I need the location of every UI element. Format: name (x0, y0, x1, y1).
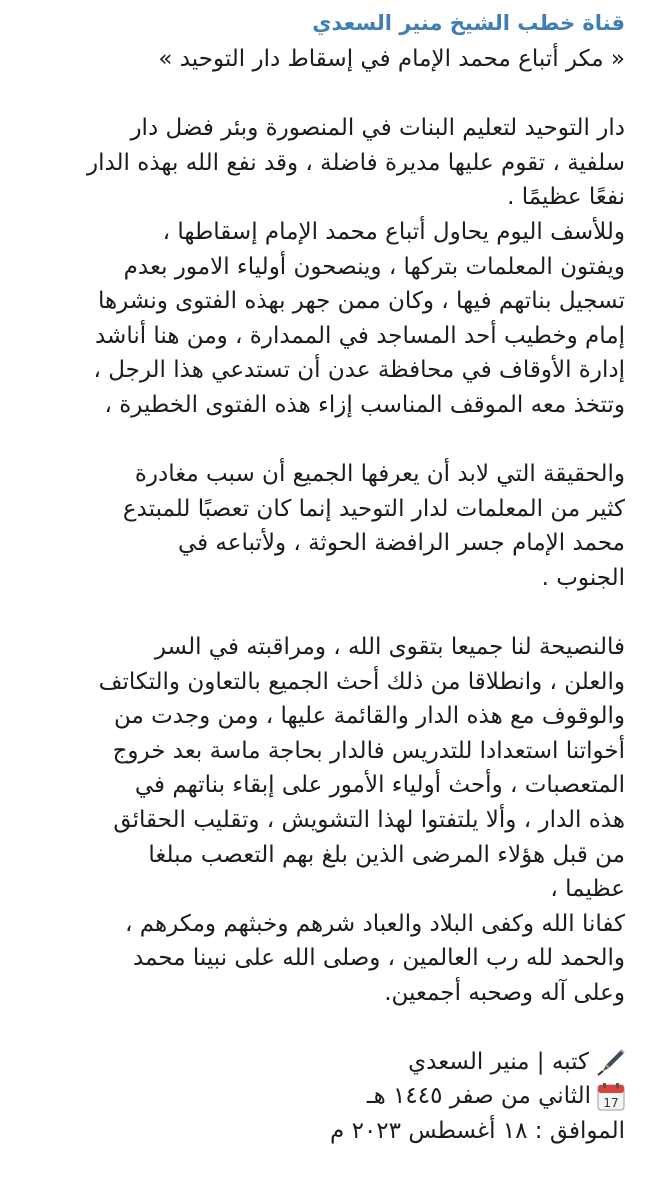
text-line: من قبل هؤلاء المرضى الذين بلغ بهم التعصب مبلغا (148, 841, 625, 868)
text-line: نفعًا عظيمًا . (507, 184, 625, 211)
signature-author: كتبه | منير السعدي (408, 1048, 589, 1075)
paragraph-gap (12, 596, 625, 631)
text-line: سلفية ، تقوم عليها مديرة فاضلة ، وقد نفع الله بهذه الدار (86, 149, 625, 176)
text-line: والحمد لله رب العالمين ، وصلى الله على نبينا محمد (133, 945, 625, 972)
paragraph-gap (12, 423, 625, 458)
text-line: هذه الدار ، وألا يلتفتوا لهذا التشويش ، وتقليب الحقائق (113, 807, 625, 834)
text-line: والحقيقة التي لابد أن يعرفها الجميع أن سبب مغادرة (134, 461, 625, 488)
paragraph-2 (12, 215, 625, 423)
signature-hijri-line (12, 1079, 625, 1114)
text-line: المتعصبات ، وأحث أولياء الأمور على إبقاء بناتهم في (134, 772, 625, 799)
text-line: وللأسف اليوم يحاول أتباع محمد الإمام إسقاطها ، (162, 218, 625, 245)
text-line: عظيما ، (550, 876, 625, 903)
signature-block (12, 1045, 625, 1149)
signature-gregorian-date: الموافق : ١٨ أغسطس ٢٠٢٣ م (330, 1117, 625, 1144)
text-line: والوقوف مع هذه الدار والقائمة عليها ، ومن وجدت من (114, 703, 625, 730)
calendar-icon (597, 1083, 625, 1111)
text-line: الجنوب . (541, 564, 625, 591)
paragraph-gap (12, 77, 625, 112)
text-line: تسجيل بناتهم فيها ، وكان ممن جهر بهذه الفتوى ونشرها (98, 288, 625, 315)
fountain-pen-icon (595, 1047, 625, 1077)
post-title: « مكر أتباع محمد الإمام في إسقاط دار التوحيد » (158, 46, 625, 72)
text-line: فالنصيحة لنا جميعا بتقوى الله ، ومراقبته في السر (154, 634, 625, 661)
paragraph-3 (12, 457, 625, 595)
paragraph-4 (12, 630, 625, 907)
text-line: والعلن ، وانطلاقا من ذلك أحث الجميع بالتعاون والتكاتف (98, 668, 625, 695)
text-line: أخواتنا استعدادا للتدريس فالدار بحاجة ماسة بعد خروج (112, 737, 625, 764)
text-line: وتتخذ معه الموقف المناسب إزاء هذه الفتوى الخطيرة ، (104, 391, 625, 418)
calendar-day-number: 17 (603, 1095, 619, 1110)
paragraph-1 (12, 111, 625, 215)
text-line: كثير من المعلمات لدار التوحيد إنما كان تعصبًا للمبتدع (122, 495, 625, 522)
text-line: إمام وخطيب أحد المساجد في الممدارة ، ومن هنا أناشد (94, 322, 625, 349)
text-line: وعلى آله وصحبه أجمعين. (384, 980, 625, 1007)
signature-author-line (12, 1045, 625, 1080)
text-line: كفانا الله وكفى البلاد والعباد شرهم وخبثهم ومكرهم ، (125, 910, 625, 937)
paragraph-5 (12, 907, 625, 1011)
signature-gregorian-line (12, 1114, 625, 1149)
text-line: ويفتون المعلمات بتركها ، وينصحون أولياء الامور بعدم (123, 253, 625, 280)
signature-hijri-date: الثاني من صفر ١٤٤٥ هـ (366, 1083, 591, 1110)
text-line: محمد الإمام جسر الرافضة الحوثة ، ولأتباعه في (177, 530, 625, 557)
channel-name[interactable]: قناة خطب الشيخ منير السعدي (312, 11, 625, 35)
text-line: إدارة الأوقاف في محافظة عدن أن تستدعي هذا الرجل ، (93, 357, 625, 384)
text-line: دار التوحيد لتعليم البنات في المنصورة وبئر فضل دار (130, 115, 625, 142)
post-body (12, 42, 625, 1148)
